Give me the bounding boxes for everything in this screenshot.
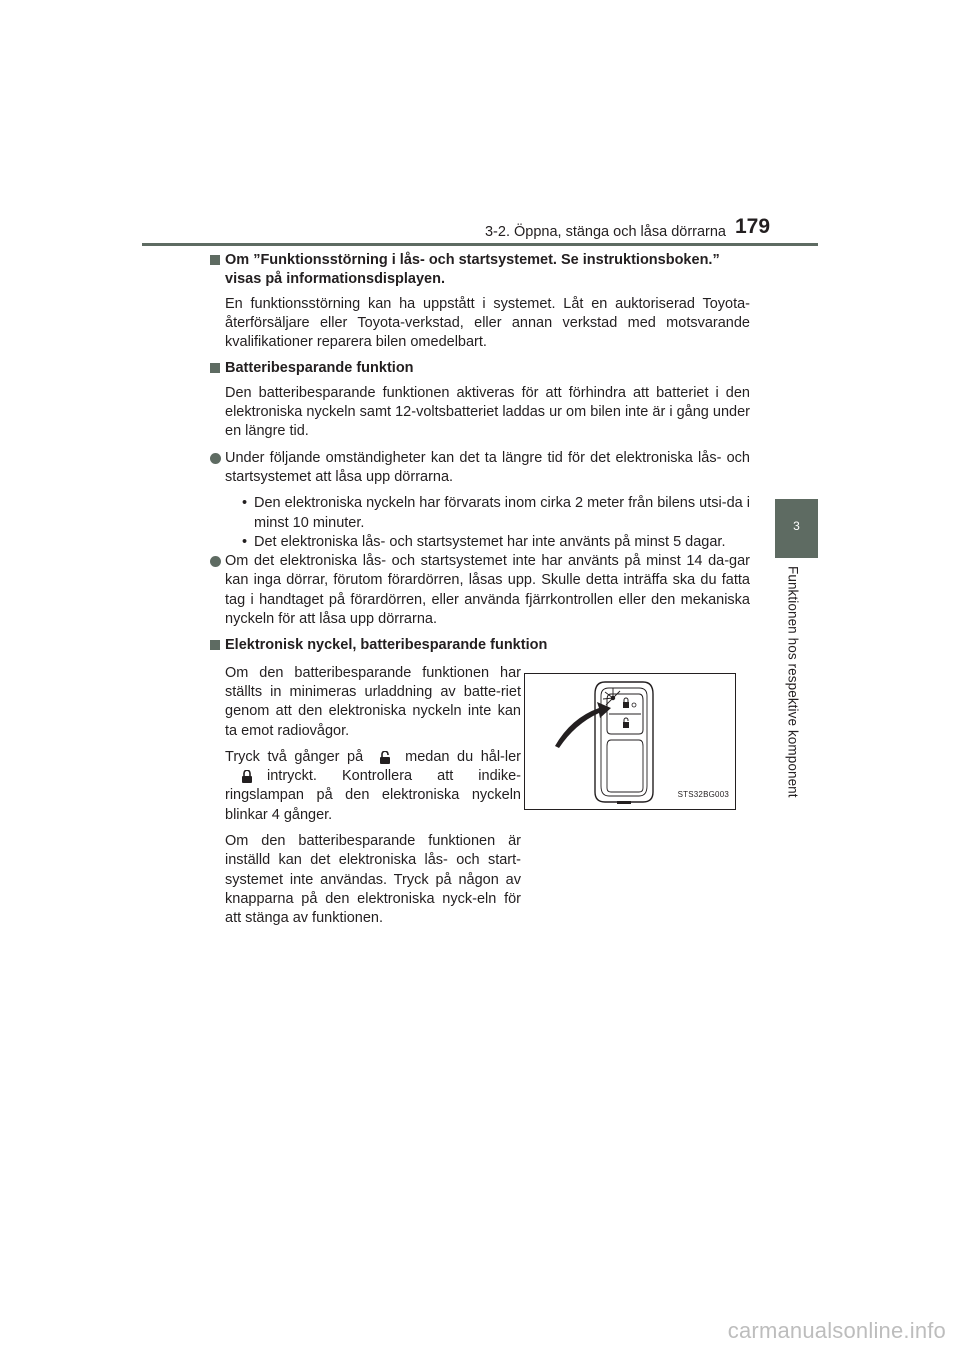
chapter-number: 3 (793, 519, 800, 533)
section-heading-battery-saving: Batteribesparande funktion (210, 359, 750, 378)
square-marker-icon (210, 255, 220, 265)
circle-bullet-icon (210, 453, 221, 464)
key-instructions-p1: Om den batteribesparande funktionen har ställts in minimeras urladdning av batte-riet genom att den elektroniska nyckeln inte kan ta emot radiovågor. (225, 664, 521, 739)
section-body-malfunction: En funktionsstörning kan ha uppstått i systemet. Låt en auktoriserad Toyota-återförsäljare eller Toyota-verkstad, eller annan verkstad med motsvarande kvalifikationer reparera bilen omedelbart. (225, 295, 750, 351)
chapter-side-title: Funktionen hos respektive komponent (785, 566, 801, 798)
bullet-item: Under följande omständigheter kan det ta längre tid för det elektroniska lås- och startsystemet att låsa upp dörrarna. (210, 449, 750, 488)
chapter-tab (775, 499, 818, 558)
key-instructions-p3: Om den batteribesparande funktionen är inställd kan det elektroniska lås- och start-systemet inte användas. Tryck på någon av knapparna på den elektroniska nyck-eln för att stänga av funktionen. (225, 833, 521, 927)
running-header-title: 3-2. Öppna, stänga och låsa dörrarna (484, 224, 726, 240)
figure-code: STS32BG003 (677, 790, 729, 800)
key-instructions-p2: Tryck två gånger på medan du hål-lerintryckt. Kontrollera att indike-ringslampan på den elektroniska nyckeln blinkar 4 gånger. (225, 748, 521, 823)
key-instructions-text (210, 664, 521, 929)
header-rule (142, 243, 818, 246)
key-instructions-block (210, 664, 750, 929)
circle-bullet-icon (210, 556, 221, 567)
sub-bullet-item: • Det elektroniska lås- och startsystemet har inte använts på minst 5 dagar. (242, 533, 726, 550)
electronic-key-figure (524, 673, 736, 810)
lock-icon (241, 770, 253, 783)
section-heading-key-battery-saving: Elektronisk nyckel, batteribesparande funktion (210, 636, 750, 655)
unlock-icon (379, 751, 391, 764)
section-heading-malfunction: Om ”Funktionsstörning i lås- och startsystemet. Se instruktionsboken.” visas på informationsdisplayen. (210, 251, 750, 290)
page-content (210, 251, 750, 936)
bullet-item: Om det elektroniska lås- och startsystemet inte har använts på minst 14 da-gar kan inga dörrar, förutom förardörren, låsas upp. Skulle detta inträffa ska du fatta tag i handtaget på förardörren, eller använda fjärrkontrollen eller den mekaniska nyckeln för att låsa upp dörrarna. (210, 552, 750, 629)
square-marker-icon (210, 640, 220, 650)
page-number: 179 (735, 215, 771, 238)
square-marker-icon (210, 363, 220, 373)
sub-bullet-item: • Den elektroniska nyckeln har förvarats inom cirka 2 meter från bilens utsi-da i minst 10 minuter. (242, 495, 750, 531)
watermark-text: carmanualsonline.info (727, 1318, 946, 1343)
section-body-battery-saving: Den batteribesparande funktionen aktiveras för att förhindra att batteriet i den elektroniska nyckeln samt 12-voltsbatteriet laddas ur om bilen inte är i gång under en längre tid. (225, 384, 750, 440)
